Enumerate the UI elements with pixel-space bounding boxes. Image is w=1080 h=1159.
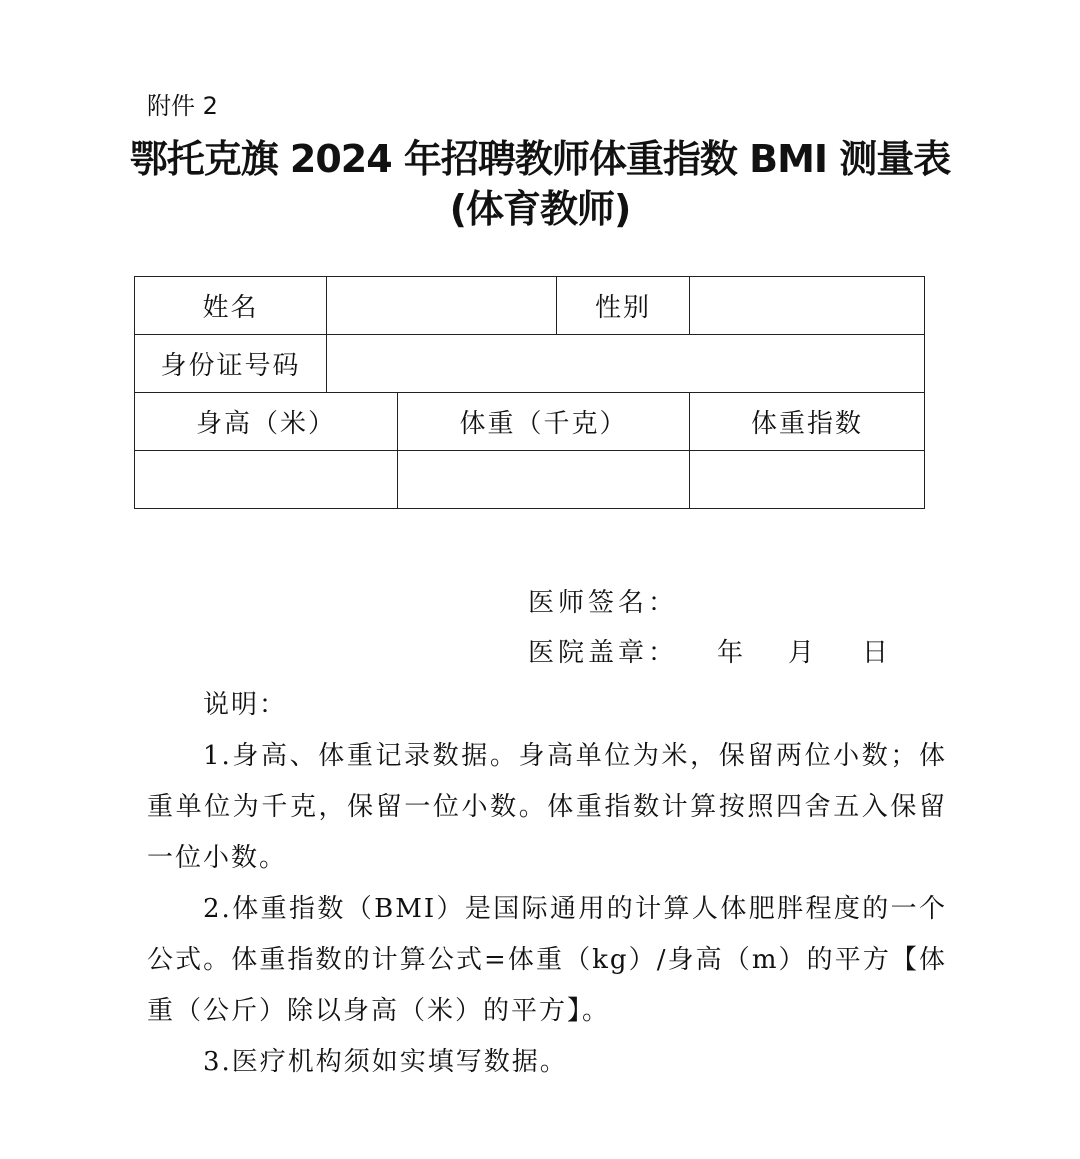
height-header: 身高（米） <box>135 393 398 451</box>
id-number-field[interactable] <box>327 335 925 393</box>
note-item-1: 1.身高、体重记录数据。身高单位为米，保留两位小数；体重单位为千克，保留一位小数。体重指数计算按照四舍五入保留一位小数。 <box>147 741 947 873</box>
document-subtitle: (体育教师) <box>449 187 631 231</box>
name-field[interactable] <box>327 277 557 335</box>
note-item-2: 2.体重指数（BMI）是国际通用的计算人体肥胖程度的一个公式。体重指数的计算公式=体重（kg）/身高（m）的平方【体重（公斤）除以身高（米）的平方】。 <box>147 894 947 1026</box>
table-row <box>135 335 925 393</box>
notes-heading: 说明： <box>203 690 288 720</box>
year-label: 年 <box>717 638 744 668</box>
weight-header: 体重（千克） <box>398 393 690 451</box>
doctor-signature-label: 医师签名： <box>528 588 679 618</box>
annex-label: 附件 2 <box>147 92 218 120</box>
notes-section <box>147 680 947 1088</box>
bmi-field[interactable] <box>690 451 925 509</box>
id-number-label: 身份证号码 <box>135 335 327 393</box>
gender-label: 性别 <box>557 277 690 335</box>
gender-field[interactable] <box>690 277 925 335</box>
bmi-header: 体重指数 <box>690 393 925 451</box>
weight-field[interactable] <box>398 451 690 509</box>
month-label: 月 <box>788 638 815 668</box>
day-label: 日 <box>862 638 889 668</box>
name-label: 姓名 <box>135 277 327 335</box>
table-row <box>135 277 925 335</box>
table-row <box>135 393 925 451</box>
document-title: 鄂托克旗 2024 年招聘教师体重指数 BMI 测量表 <box>129 137 951 181</box>
hospital-stamp-label: 医院盖章： <box>528 638 679 668</box>
note-item-3: 3.医疗机构须如实填写数据。 <box>203 1047 568 1077</box>
height-field[interactable] <box>135 451 398 509</box>
bmi-measurement-table <box>134 276 925 509</box>
table-row <box>135 451 925 509</box>
